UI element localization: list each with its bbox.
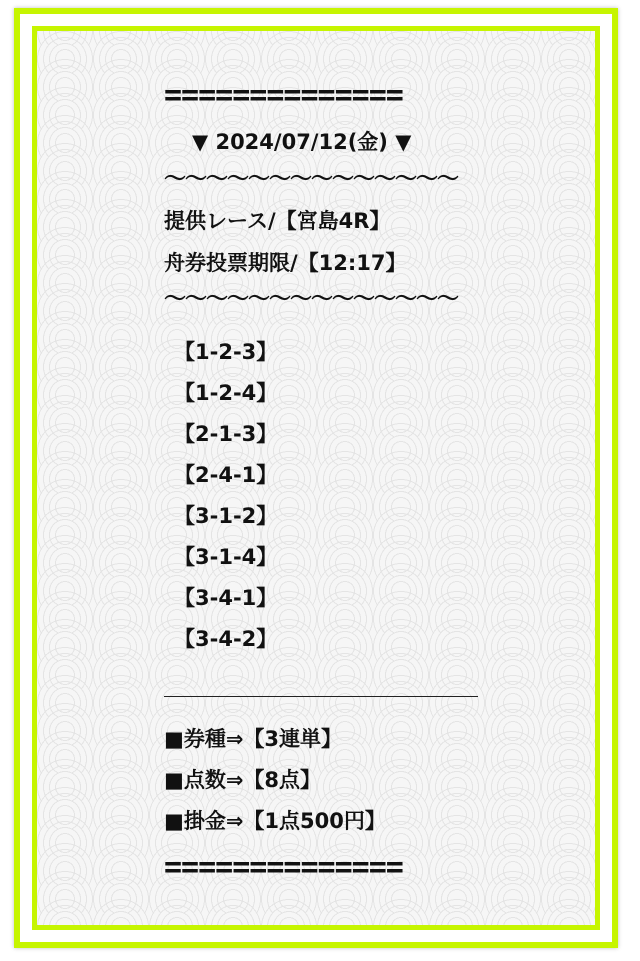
combination-item: 【3-1-4】 [174, 545, 278, 569]
stake-amount: ■掛金⇒【1点500円】 [164, 809, 386, 833]
voting-deadline: 舟券投票期限/【12:17】 [164, 251, 407, 275]
ticket-type: ■券種⇒【3連単】 [164, 727, 343, 751]
bet-summary [164, 719, 478, 842]
combination-list [164, 332, 478, 660]
point-count: ■点数⇒【8点】 [164, 768, 322, 792]
bottom-separator [164, 850, 478, 885]
provided-race: 提供レース/【宮島4R】 [164, 209, 391, 233]
tilde-separator-bottom: 〜〜〜〜〜〜〜〜〜〜〜〜〜〜 [164, 287, 459, 312]
combination-item: 【3-4-1】 [174, 586, 278, 610]
horizontal-divider [164, 696, 478, 697]
combination-item: 【1-2-4】 [174, 381, 278, 405]
combination-item: 【1-2-3】 [174, 340, 278, 364]
combination-item: 【3-4-2】 [174, 627, 278, 651]
forecast-card [164, 78, 478, 885]
top-separator [164, 78, 478, 113]
equals-separator: ============== [164, 850, 403, 885]
date-heading: ▼ 2024/07/12(金) ▼ [192, 130, 412, 154]
combination-item: 【3-1-2】 [174, 504, 278, 528]
tilde-separator-top: 〜〜〜〜〜〜〜〜〜〜〜〜〜〜 [164, 167, 459, 192]
equals-separator: ============== [164, 78, 403, 113]
combination-item: 【2-4-1】 [174, 463, 278, 487]
combination-item: 【2-1-3】 [174, 422, 278, 446]
